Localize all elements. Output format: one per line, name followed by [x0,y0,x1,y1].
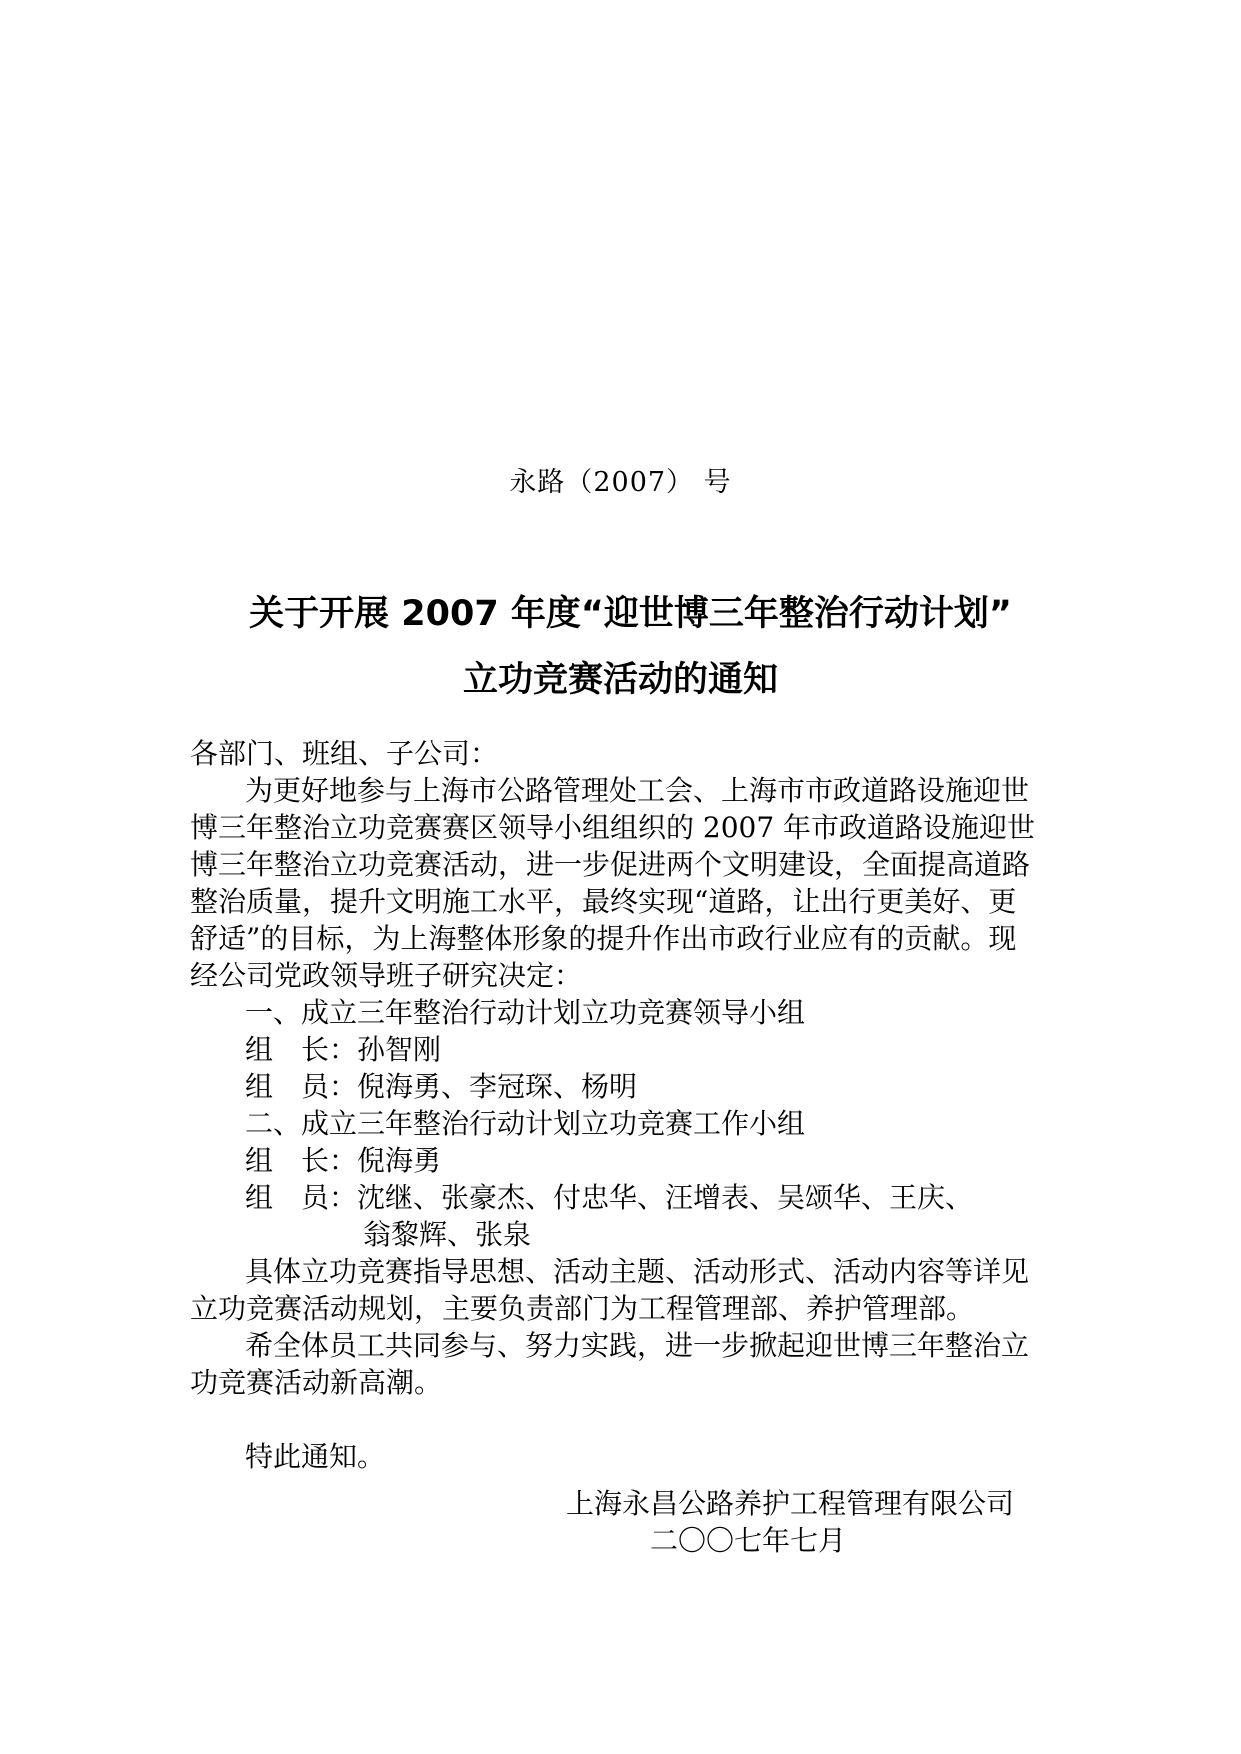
signature-date: 二〇〇七年七月 [650,1524,847,1557]
paragraph-1-line: 舒适”的目标，为上海整体形象的提升作出市政行业应有的贡献。现 [190,922,1017,955]
paragraph-2-line: 具体立功竞赛指导思想、活动主题、活动形式、活动内容等详见 [245,1255,1030,1288]
paragraph-1-line: 博三年整治立功竞赛活动，进一步促进两个文明建设，全面提高道路 [190,848,1031,881]
paragraph-1-line: 整治质量，提升文明施工水平，最终实现“道路，让出行更美好、更 [190,885,1017,918]
paragraph-1-line: 博三年整治立功竞赛赛区领导小组组织的 2007 年市政道路设施迎世 [190,811,1036,844]
title-line-2: 立功竞赛活动的通知 [462,660,778,700]
paragraph-2-line: 立功竞赛活动规划，主要负责部门为工程管理部、养护管理部。 [190,1292,975,1325]
section-2-leader: 组 长：倪海勇 [245,1144,442,1177]
document-body [190,735,1050,1475]
section-2-heading: 二、成立三年整治行动计划立功竞赛工作小组 [245,1107,806,1140]
closing-remark: 特此通知。 [245,1440,386,1473]
title-line-1: 关于开展 2007 年度“迎世博三年整治行动计划” [249,594,1012,634]
paragraph-1-line: 为更好地参与上海市公路管理处工会、上海市市政道路设施迎世 [245,774,1030,807]
section-1-heading: 一、成立三年整治行动计划立功竞赛领导小组 [245,996,806,1029]
paragraph-3-line: 功竞赛活动新高潮。 [190,1366,443,1399]
section-2-members-continued: 翁黎辉、张泉 [363,1218,532,1251]
salutation: 各部门、班组、子公司： [190,737,499,770]
signature-company: 上海永昌公路养护工程管理有限公司 [566,1487,1015,1520]
paragraph-3-line: 希全体员工共同参与、努力实践，进一步掀起迎世博三年整治立 [245,1329,1030,1362]
paragraph-1-line: 经公司党政领导班子研究决定： [190,959,583,992]
document-number: 永路（2007） 号 [509,467,732,498]
section-2-members: 组 员：沈继、张豪杰、付忠华、汪增表、吴颂华、王庆、 [245,1181,974,1214]
paragraph-spacer [190,1401,1050,1438]
section-1-members: 组 员：倪海勇、李冠琛、杨明 [245,1070,638,1103]
section-1-leader: 组 长：孙智刚 [245,1033,442,1066]
